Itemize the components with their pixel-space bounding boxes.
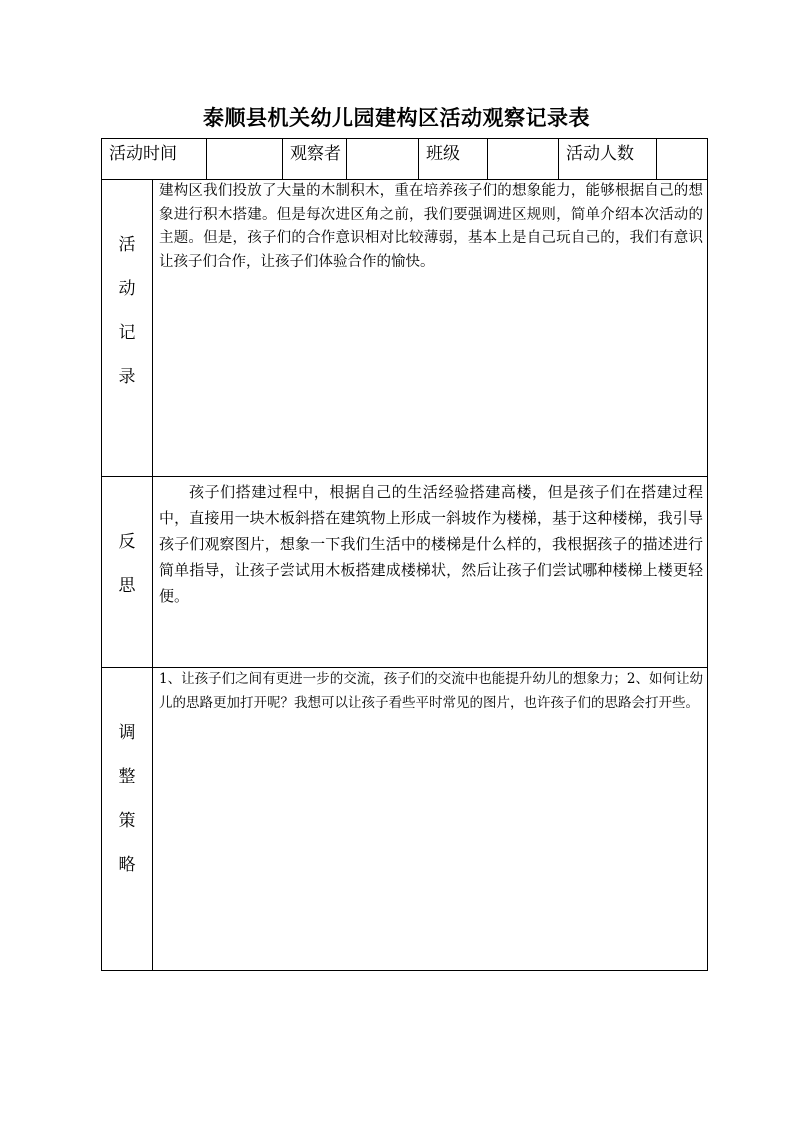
record-label-char: 动 bbox=[118, 279, 136, 299]
record-text: 建构区我们投放了大量的木制积木，重在培养孩子们的想象能力，能够根据自己的想象进行积木搭建。但是每次进区角之前，我们要强调进区规则，简单介绍本次活动的主题。但是，孩子们的合作意识相对比较薄弱，基本上是自己玩自己的，我们有意识让孩子们合作，让孩子们体验合作的愉快。 bbox=[153, 180, 708, 477]
adjustment-label-char: 整 bbox=[118, 767, 136, 787]
header-row bbox=[102, 139, 708, 180]
participants-label: 活动人数 bbox=[559, 139, 657, 180]
reflection-text: 孩子们搭建过程中，根据自己的生活经验搭建高楼，但是孩子们在搭建过程中，直接用一块木板斜搭在建筑物上形成一斜坡作为楼梯，基于这种楼梯，我引导孩子们观察图片，想象一下我们生活中的楼梯是什么样的，我根据孩子的描述进行简单指导，让孩子尝试用木板搭建成楼梯状，然后让孩子们尝试哪种楼梯上楼更轻便。 bbox=[153, 477, 708, 668]
record-label bbox=[102, 180, 153, 477]
observer-label: 观察者 bbox=[283, 139, 347, 180]
record-label-char: 记 bbox=[118, 323, 136, 343]
activity-time-label: 活动时间 bbox=[102, 139, 207, 180]
reflection-label bbox=[102, 477, 153, 668]
observation-record-table bbox=[101, 138, 708, 971]
reflection-row bbox=[102, 477, 708, 668]
adjustment-row bbox=[102, 668, 708, 971]
document-title: 泰顺县机关幼儿园建构区活动观察记录表 bbox=[203, 105, 590, 130]
adjustment-label-char: 策 bbox=[118, 811, 136, 831]
record-label-char: 活 bbox=[118, 235, 136, 255]
record-row bbox=[102, 180, 708, 477]
adjustment-text: 1、让孩子们之间有更进一步的交流，孩子们的交流中也能提升幼儿的想象力；2、如何让幼儿的思路更加打开呢？我想可以让孩子看些平时常见的图片，也许孩子们的思路会打开些。 bbox=[153, 668, 708, 971]
adjustment-label bbox=[102, 668, 153, 971]
adjustment-label-char: 调 bbox=[118, 723, 136, 743]
class-label: 班级 bbox=[419, 139, 488, 180]
reflection-label-char: 反 bbox=[118, 532, 136, 552]
reflection-label-char: 思 bbox=[118, 576, 136, 596]
adjustment-label-char: 略 bbox=[118, 855, 136, 875]
record-label-char: 录 bbox=[118, 367, 136, 387]
observer-value bbox=[347, 139, 419, 180]
activity-time-value bbox=[207, 139, 283, 180]
class-value bbox=[488, 139, 559, 180]
participants-value bbox=[657, 139, 708, 180]
